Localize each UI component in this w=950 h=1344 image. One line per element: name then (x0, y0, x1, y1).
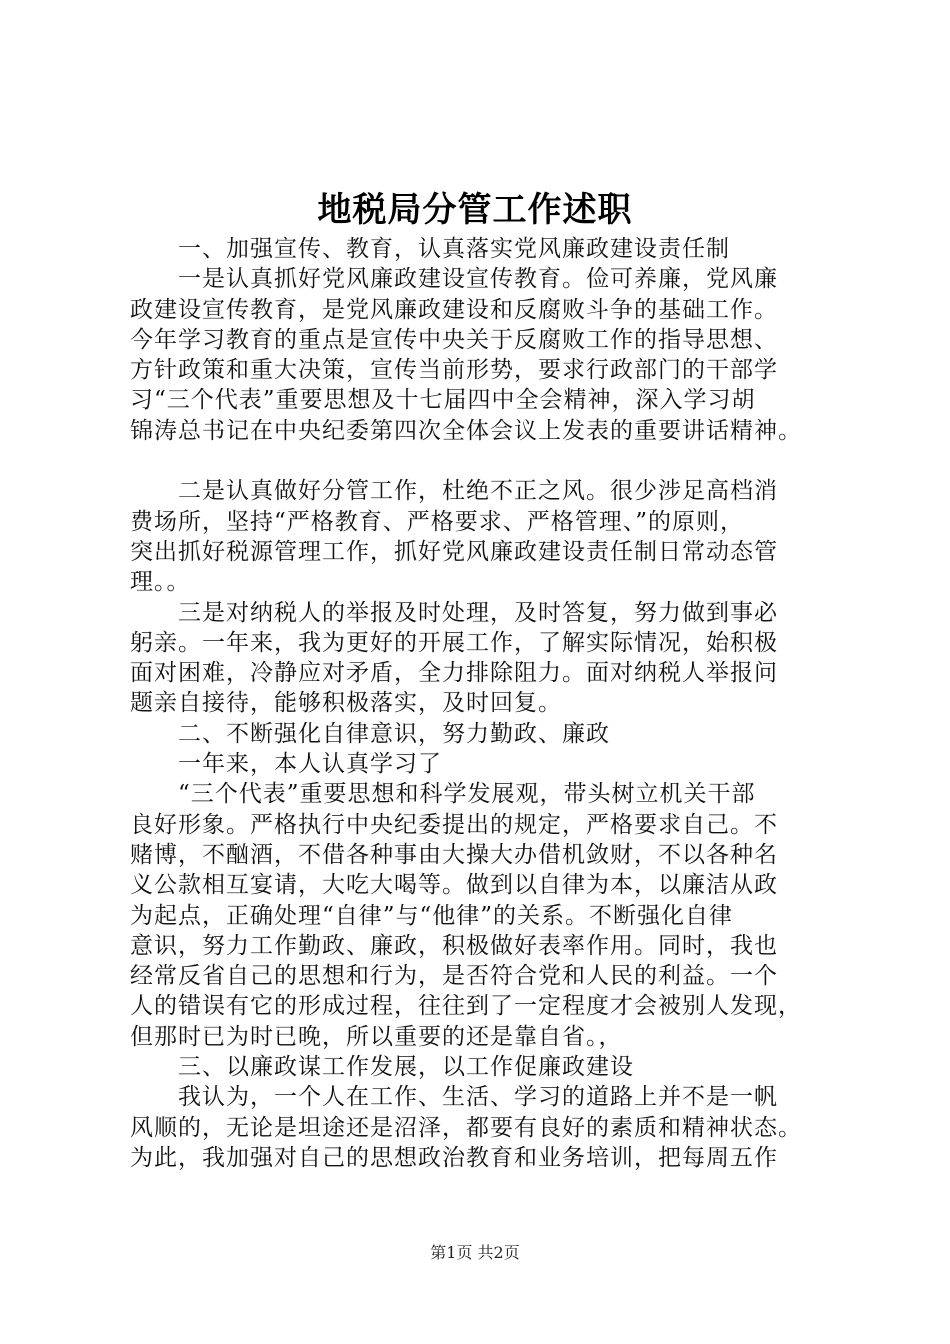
body-line: 一是认真抓好党风廉政建设宣传教育。俭可养廉，党风廉 (130, 266, 778, 293)
body-line: 躬亲。一年来，我为更好的开展工作，了解实际情况，始积极 (130, 629, 778, 656)
body-line: 但那时已为时已晚，所以重要的还是靠自省。， (130, 1023, 623, 1050)
body-line: 赌博，不酗酒，不借各种事由大操大办借机敛财，不以各种名 (130, 841, 778, 868)
body-line: 义公款相互宴请，大吃大喝等。做到以自律为本，以廉洁从政 (130, 872, 778, 899)
body-line: 理。。 (130, 569, 191, 596)
body-line: 三、以廉政谋工作发展，以工作促廉政建设 (130, 1054, 634, 1081)
body-line: 一年来，本人认真学习了 (130, 751, 442, 778)
body-line: 意识，努力工作勤政、廉政，积极做好表率作用。同时，我也 (130, 932, 778, 959)
body-line: “三个代表”重要思想和科学发展观，带头树立机关干部 (130, 781, 756, 808)
body-line: 为起点，正确处理“自律”与“他律”的关系。不断强化自律 (130, 902, 734, 929)
page-footer: 第1页 共2页 (430, 1243, 520, 1262)
body-line: 方针政策和重大决策，宣传当前形势，要求行政部门的干部学 (130, 357, 778, 384)
body-line: 政建设宣传教育，是党风廉政建设和反腐败斗争的基础工作。 (130, 296, 778, 323)
body-line: 突出抓好税源管理工作，抓好党风廉政建设责任制日常动态管 (130, 538, 778, 565)
body-line: 费场所，坚持“严格教育、严格要求、严格管理、”的原则， (130, 508, 745, 535)
body-line: 二是认真做好分管工作，杜绝不正之风。很少涉足高档消 (130, 478, 778, 505)
body-line: 我认为，一个人在工作、生活、学习的道路上并不是一帆 (130, 1084, 778, 1111)
body-line: 面对困难，冷静应对矛盾，全力排除阻力。面对纳税人举报问 (130, 660, 778, 687)
document-body (130, 234, 830, 1173)
body-line: 人的错误有它的形成过程，往往到了一定程度才会被别人发现， (130, 993, 802, 1020)
body-line: 今年学习教育的重点是宣传中央关于反腐败工作的指导思想、 (130, 326, 778, 353)
document-title: 地税局分管工作述职 (317, 190, 633, 230)
body-line: 习“三个代表”重要思想及十七届四中全会精神，深入学习胡 (130, 387, 756, 414)
body-line: 良好形象。严格执行中央纪委提出的规定，严格要求自己。不 (130, 811, 778, 838)
blank-line (130, 446, 830, 476)
body-line: 二、不断强化自律意识，努力勤政、廉政 (130, 720, 610, 747)
body-line: 为此，我加强对自己的思想政治教育和业务培训，把每周五作 (130, 1144, 778, 1171)
body-line: 锦涛总书记在中央纪委第四次全体会议上发表的重要讲话精神。 (130, 417, 802, 444)
body-line: 题亲自接待，能够积极落实，及时回复。 (130, 690, 562, 717)
body-line: 一、加强宣传、教育，认真落实党风廉政建设责任制 (130, 236, 730, 262)
body-line: 经常反省自己的思想和行为，是否符合党和人民的利益。一个 (130, 963, 778, 990)
body-line: 风顺的，无论是坦途还是沼泽，都要有良好的素质和精神状态。 (130, 1114, 802, 1141)
body-line: 三是对纳税人的举报及时处理，及时答复，努力做到事必 (130, 599, 778, 626)
